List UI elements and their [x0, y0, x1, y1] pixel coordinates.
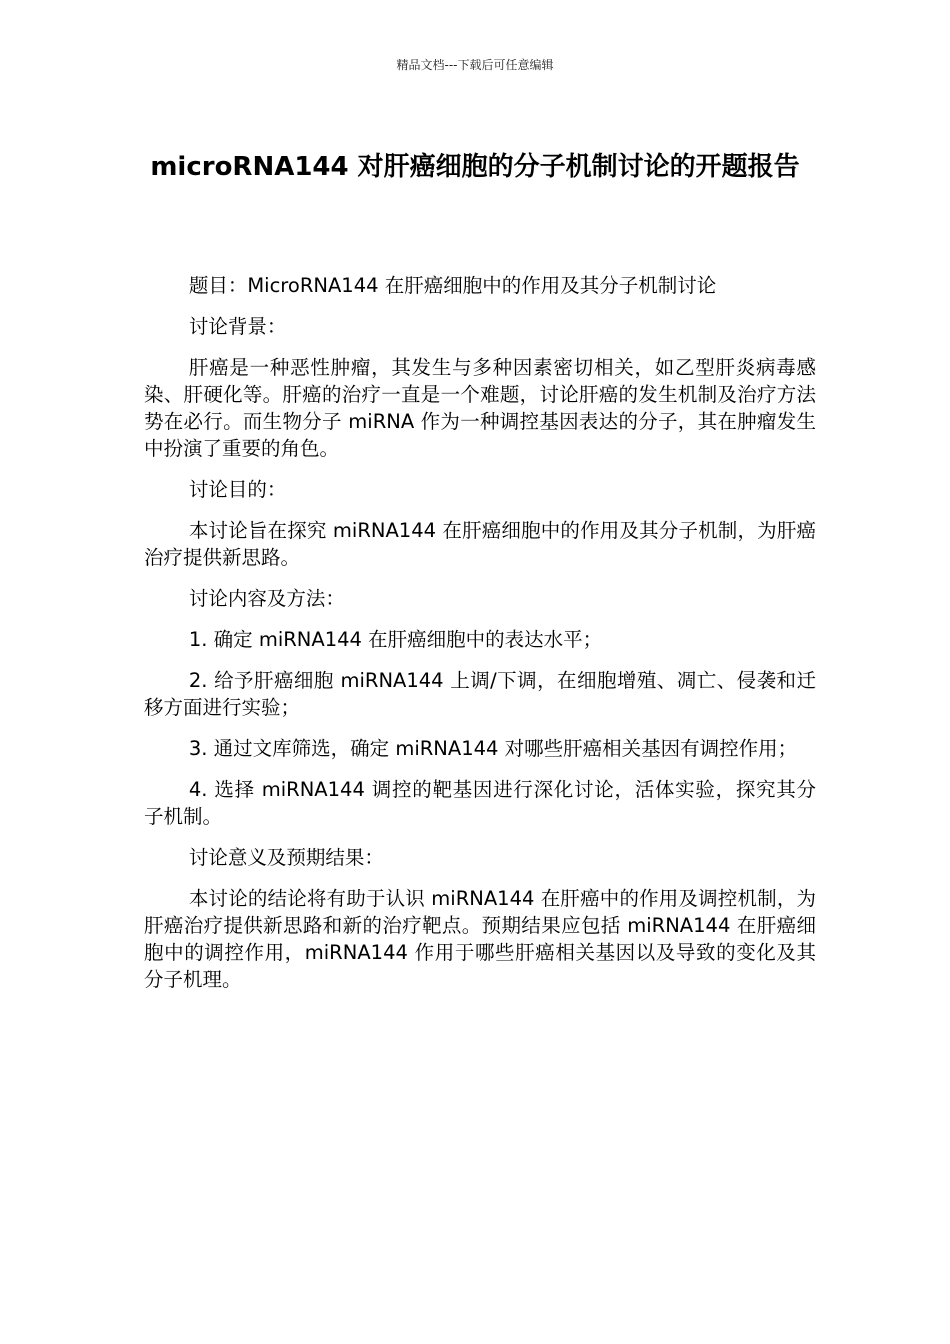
section-heading-background: 讨论背景： — [188, 315, 287, 338]
method-item-4: 4. 选择 miRNA144 调控的靶基因进行深化讨论，活体实验，探究其分子机制。 — [144, 778, 816, 828]
section-heading-purpose: 讨论目的： — [188, 478, 287, 501]
purpose-paragraph: 本讨论旨在探究 miRNA144 在肝癌细胞中的作用及其分子机制，为肝癌治疗提供新思路。 — [144, 519, 816, 569]
section-heading-methods: 讨论内容及方法： — [188, 587, 345, 610]
document-body — [144, 272, 816, 1007]
method-item-1: 1. 确定 miRNA144 在肝癌细胞中的表达水平； — [188, 628, 603, 651]
method-item-3: 3. 通过文库筛选，确定 miRNA144 对哪些肝癌相关基因有调控作用； — [188, 737, 798, 760]
method-item-2: 2. 给予肝癌细胞 miRNA144 上调/下调，在细胞增殖、凋亡、侵袭和迁移方面进行实验； — [144, 669, 816, 719]
document-title: microRNA144 对肝癌细胞的分子机制讨论的开题报告 — [150, 152, 800, 182]
header-note: 精品文档---下载后可任意编辑 — [396, 58, 554, 72]
section-heading-significance: 讨论意义及预期结果： — [188, 846, 384, 869]
background-paragraph: 肝癌是一种恶性肿瘤，其发生与多种因素密切相关，如乙型肝炎病毒感染、肝硬化等。肝癌的治疗一直是一个难题，讨论肝癌的发生机制及治疗方法势在必行。而生物分子 miRNA 作为一种调控基因表达的分子，其在肿瘤发生中扮演了重要的角色。 — [144, 356, 816, 460]
topic-line: 题目：MicroRNA144 在肝癌细胞中的作用及其分子机制讨论 — [188, 274, 717, 297]
significance-paragraph: 本讨论的结论将有助于认识 miRNA144 在肝癌中的作用及调控机制，为肝癌治疗提供新思路和新的治疗靶点。预期结果应包括 miRNA144 在肝癌细胞中的调控作用，miRNA144 作用于哪些肝癌相关基因以及导致的变化及其分子机理。 — [144, 887, 816, 991]
